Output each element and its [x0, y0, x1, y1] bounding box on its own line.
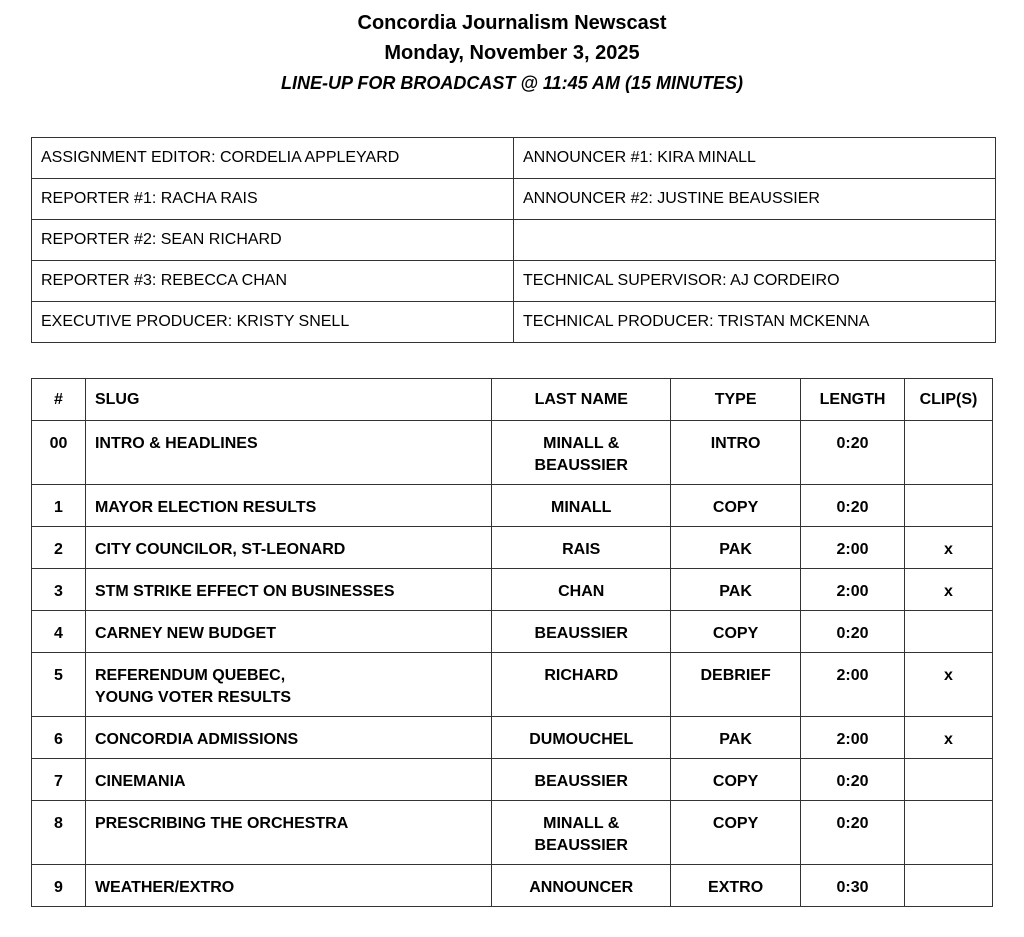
lineup-row: [32, 421, 993, 485]
story-number: 9: [32, 865, 86, 907]
story-clip-mark: [904, 485, 992, 527]
last-name-line: MINALL: [551, 499, 612, 516]
story-type: INTRO: [671, 421, 801, 485]
story-last-name: [492, 759, 671, 801]
last-name-line: MINALL &: [543, 435, 620, 452]
last-name-line: RICHARD: [544, 667, 619, 684]
crew-row: [32, 302, 996, 343]
last-name-line: MINALL &: [543, 815, 620, 832]
story-last-name: [492, 421, 671, 485]
col-header-clips: CLIP(S): [904, 379, 992, 421]
story-length: 2:00: [801, 653, 905, 717]
slug-line: YOUNG VOTER RESULTS: [94, 689, 292, 706]
story-clip-mark: x: [904, 569, 992, 611]
last-name-line: BEAUSSIER: [534, 837, 628, 854]
story-length: 2:00: [801, 569, 905, 611]
slug-line: WEATHER/EXTRO: [94, 879, 235, 896]
story-last-name: [492, 569, 671, 611]
crew-row: [32, 220, 996, 261]
lineup-row: [32, 759, 993, 801]
story-length: 2:00: [801, 717, 905, 759]
lineup-row: [32, 801, 993, 865]
last-name-line: ANNOUNCER: [529, 879, 634, 896]
lineup-row: [32, 569, 993, 611]
story-number: 5: [32, 653, 86, 717]
story-slug: [85, 759, 491, 801]
story-last-name: [492, 865, 671, 907]
story-slug: [85, 653, 491, 717]
col-header-slug: SLUG: [85, 379, 491, 421]
col-header-type: TYPE: [671, 379, 801, 421]
last-name-line: CHAN: [558, 583, 605, 600]
story-type: PAK: [671, 569, 801, 611]
story-slug: [85, 527, 491, 569]
slug-line: CONCORDIA ADMISSIONS: [94, 731, 299, 748]
story-clip-mark: x: [904, 717, 992, 759]
broadcast-date: Monday, November 3, 2025: [384, 42, 640, 64]
slug-line: INTRO & HEADLINES: [94, 435, 258, 452]
slug-line: CINEMANIA: [94, 773, 186, 790]
last-name-line: BEAUSSIER: [534, 625, 628, 642]
story-clip-mark: x: [904, 653, 992, 717]
crew-row: [32, 138, 996, 179]
story-clip-mark: [904, 801, 992, 865]
story-type: EXTRO: [671, 865, 801, 907]
story-length: 0:20: [801, 611, 905, 653]
crew-cell-left: REPORTER #2: SEAN RICHARD: [32, 220, 514, 261]
col-header-length: LENGTH: [801, 379, 905, 421]
crew-table: [31, 137, 996, 343]
story-number: 2: [32, 527, 86, 569]
last-name-line: BEAUSSIER: [534, 457, 628, 474]
story-type: COPY: [671, 759, 801, 801]
last-name-line: RAIS: [562, 541, 601, 558]
crew-cell-left: EXECUTIVE PRODUCER: KRISTY SNELL: [32, 302, 514, 343]
crew-cell-left: REPORTER #3: REBECCA CHAN: [32, 261, 514, 302]
story-type: DEBRIEF: [671, 653, 801, 717]
story-last-name: [492, 611, 671, 653]
last-name-line: DUMOUCHEL: [529, 731, 634, 748]
slug-line: PRESCRIBING THE ORCHESTRA: [94, 815, 349, 832]
story-number: 8: [32, 801, 86, 865]
story-last-name: [492, 653, 671, 717]
story-slug: [85, 485, 491, 527]
lineup-row: [32, 527, 993, 569]
story-type: PAK: [671, 717, 801, 759]
crew-cell-left: REPORTER #1: RACHA RAIS: [32, 179, 514, 220]
story-slug: [85, 569, 491, 611]
story-number: 7: [32, 759, 86, 801]
story-number: 6: [32, 717, 86, 759]
lineup-row: [32, 611, 993, 653]
story-clip-mark: [904, 865, 992, 907]
story-last-name: [492, 485, 671, 527]
crew-cell-right: ANNOUNCER #1: KIRA MINALL: [514, 138, 996, 179]
story-slug: [85, 865, 491, 907]
lineup-subtitle: LINE-UP FOR BROADCAST @ 11:45 AM (15 MINUTES): [281, 73, 743, 93]
slug-line: CITY COUNCILOR, ST-LEONARD: [94, 541, 346, 558]
slug-line: STM STRIKE EFFECT ON BUSINESSES: [94, 583, 395, 600]
story-number: 1: [32, 485, 86, 527]
lineup-row: [32, 485, 993, 527]
slug-line: MAYOR ELECTION RESULTS: [94, 499, 317, 516]
lineup-table: [31, 378, 993, 907]
story-length: 0:20: [801, 801, 905, 865]
story-clip-mark: x: [904, 527, 992, 569]
story-clip-mark: [904, 611, 992, 653]
crew-cell-right: [514, 220, 996, 261]
col-header-number: #: [32, 379, 86, 421]
crew-cell-right: TECHNICAL PRODUCER: TRISTAN MCKENNA: [514, 302, 996, 343]
story-type: COPY: [671, 485, 801, 527]
crew-cell-right: ANNOUNCER #2: JUSTINE BEAUSSIER: [514, 179, 996, 220]
story-number: 00: [32, 421, 86, 485]
crew-row: [32, 261, 996, 302]
slug-line: REFERENDUM QUEBEC,: [94, 667, 286, 684]
story-clip-mark: [904, 421, 992, 485]
crew-cell-right: TECHNICAL SUPERVISOR: AJ CORDEIRO: [514, 261, 996, 302]
lineup-row: [32, 653, 993, 717]
col-header-last-name: LAST NAME: [492, 379, 671, 421]
crew-cell-left: ASSIGNMENT EDITOR: CORDELIA APPLEYARD: [32, 138, 514, 179]
story-length: 2:00: [801, 527, 905, 569]
story-last-name: [492, 717, 671, 759]
story-type: PAK: [671, 527, 801, 569]
lineup-header-row: [32, 379, 993, 421]
story-clip-mark: [904, 759, 992, 801]
story-type: COPY: [671, 801, 801, 865]
crew-row: [32, 179, 996, 220]
story-slug: [85, 611, 491, 653]
story-number: 4: [32, 611, 86, 653]
story-slug: [85, 801, 491, 865]
lineup-row: [32, 865, 993, 907]
story-number: 3: [32, 569, 86, 611]
slug-line: CARNEY NEW BUDGET: [94, 625, 276, 642]
newscast-title: Concordia Journalism Newscast: [357, 12, 667, 34]
story-length: 0:30: [801, 865, 905, 907]
story-slug: [85, 717, 491, 759]
story-type: COPY: [671, 611, 801, 653]
story-last-name: [492, 527, 671, 569]
document-header: [0, 8, 1024, 98]
last-name-line: BEAUSSIER: [534, 773, 628, 790]
story-length: 0:20: [801, 485, 905, 527]
story-last-name: [492, 801, 671, 865]
lineup-row: [32, 717, 993, 759]
story-length: 0:20: [801, 421, 905, 485]
story-slug: [85, 421, 491, 485]
story-length: 0:20: [801, 759, 905, 801]
